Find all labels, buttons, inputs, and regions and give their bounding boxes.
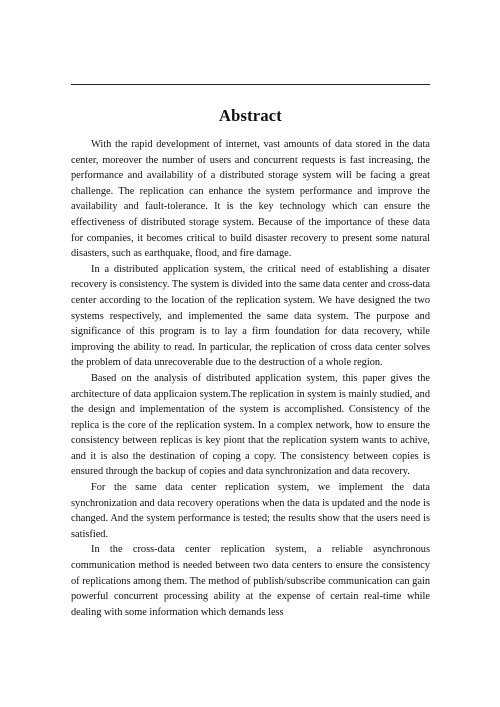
paragraph: In the cross-data center replication system, a reliable asynchronous communication method is needed between two data centers to ensure the consistency of replications among them. The method of publish/subscribe communication can gain powerful concurrent processing ability at the expense of certain real-time while dealing with some information which demands less [71, 544, 430, 618]
paragraph: With the rapid development of internet, vast amounts of data stored in the data center, moreover the number of users and concurrent requests is fast increasing, the performance and availability of a distributed storage system will be facing a great challenge. The replication can enhance the system performance and improve the availability and fault-tolerance. It is the key technology which can ensure the effectiveness of distributed storage system. Because of the importance of these data for companies, it becomes critical to build disaster recovery to present some natural disasters, such as earthquake, flood, and fire damage. [71, 139, 430, 260]
paragraph: Based on the analysis of distributed application system, this paper gives the architecture of data applicaion system.The replication in system is mainly studied, and the design and implementation of the system is accomplished. Consistency of the replica is the core of the replication system. In a complex network, how to ensure the consistency between replicas is key piont that the replication system wants to achive, and it is also the destination of coping a copy. The consistency between copies is ensured through the backup of copies and data synchronization and data recovery. [71, 372, 430, 478]
paragraph: In a distributed application system, the critical need of establishing a disater recovery is consistency. The system is divided into the same data center and cross-data center according to the location of the replication system. We have designed the two systems respectively, and implemented the same data system. The purpose and significance of this program is to lay a firm foundation for data recovery, while improving the ability to read. In particular, the replication of cross data center solves the problem of data unrecoverable due to the destruction of a whole region. [71, 263, 430, 369]
page-title: Abstract [219, 106, 282, 125]
paragraph: For the same data center replication system, we implement the data synchronization and data recovery operations when the data is updated and the node is changed. And the system performance is tested; the results show that the users need is satisfied. [71, 482, 430, 540]
abstract-body [71, 137, 430, 620]
header-rule [71, 84, 430, 85]
